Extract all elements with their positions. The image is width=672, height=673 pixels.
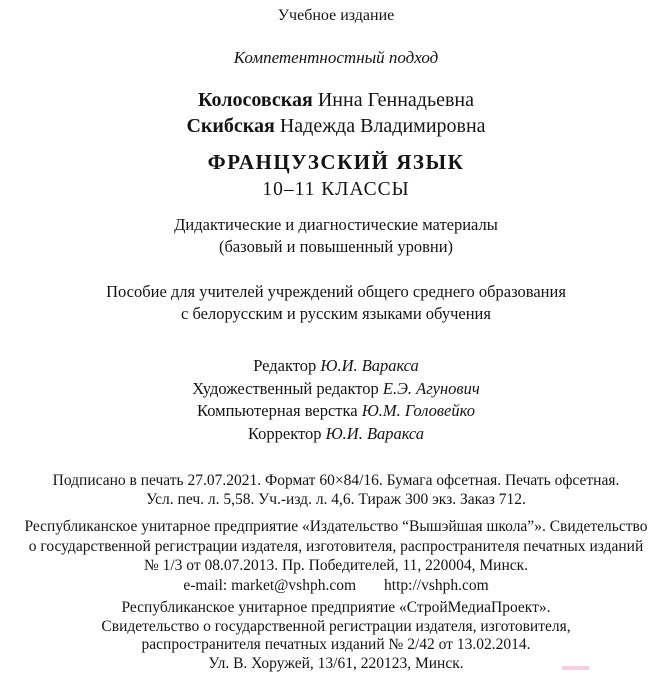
pink-marker-artifact <box>562 666 589 670</box>
book-title: ФРАНЦУЗСКИЙ ЯЗЫК <box>0 149 672 176</box>
author-line <box>0 113 672 139</box>
staff-name: Ю.М. Головейко <box>362 401 475 420</box>
publisher-line: о государственной регистрации издателя, изготовителя, распространителя печатных изданий <box>0 537 672 557</box>
publisher-line: № 1/3 от 08.07.2013. Пр. Победителей, 11, 220004, Минск. <box>0 556 672 576</box>
audience-line: с белорусским и русским языками обучения <box>0 303 672 325</box>
staff-role: Художественный редактор <box>192 379 378 398</box>
audience-line: Пособие для учителей учреждений общего среднего образования <box>0 281 672 303</box>
author-given-name: Надежда Владимировна <box>280 115 486 137</box>
book-subtitle: 10–11 КЛАССЫ <box>0 176 672 203</box>
publisher-line: Республиканское унитарное предприятие «Издательство “Вышэйшая школа”». Свидетельство <box>0 517 672 537</box>
print-info-line: Подписано в печать 27.07.2021. Формат 60×84/16. Бумага офсетная. Печать офсетная. <box>0 471 672 490</box>
staff-role: Корректор <box>248 424 322 443</box>
author-given-name: Инна Геннадьевна <box>318 89 474 111</box>
publisher-email: e-mail: market@vshph.com <box>183 577 356 594</box>
staff-name: Е.Э. Агунович <box>383 379 480 398</box>
materials-line: Дидактические и диагностические материалы <box>0 214 672 236</box>
publisher-line: Ул. В. Хоружей, 13/61, 220123, Минск. <box>0 655 672 673</box>
materials-block <box>0 214 672 257</box>
publisher-stroymediaproekt-block <box>0 599 672 673</box>
staff-role: Компьютерная верстка <box>197 401 358 420</box>
staff-line <box>0 400 672 423</box>
staff-name: Ю.И. Варакса <box>320 356 418 375</box>
publisher-line: Республиканское унитарное предприятие «СтройМедиаПроект». <box>0 599 672 618</box>
publisher-url: http://vshph.com <box>384 577 489 594</box>
staff-line <box>0 378 672 401</box>
publisher-vysheyshaya-shkola-block <box>0 517 672 595</box>
author-line <box>0 87 672 113</box>
staff-name: Ю.И. Варакса <box>326 424 424 443</box>
print-info-block <box>0 471 672 509</box>
publisher-line: распространителя печатных изданий № 2/42 от 13.02.2014. <box>0 636 672 655</box>
staff-role: Редактор <box>253 356 316 375</box>
materials-line: (базовый и повышенный уровни) <box>0 236 672 258</box>
staff-line <box>0 423 672 446</box>
print-info-line: Усл. печ. л. 5,58. Уч.-изд. л. 4,6. Тираж 300 экз. Заказ 712. <box>0 490 672 509</box>
authors-block <box>0 87 672 139</box>
publisher-contacts-line <box>0 576 672 596</box>
edition-type-label: Учебное издание <box>0 0 672 26</box>
publisher-line: Свидетельство о государственной регистрации издателя, изготовителя, <box>0 618 672 637</box>
staff-line <box>0 355 672 378</box>
author-surname: Скибская <box>186 115 274 137</box>
author-surname: Колосовская <box>198 89 313 111</box>
series-title: Компетентностный подход <box>0 47 672 69</box>
staff-block <box>0 355 672 445</box>
audience-block <box>0 281 672 324</box>
